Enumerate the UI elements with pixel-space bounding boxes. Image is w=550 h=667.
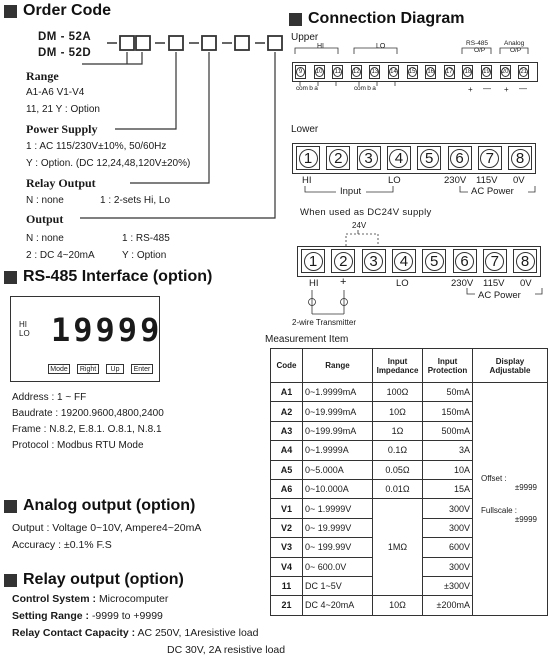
cell-code: A1 [271, 383, 303, 402]
power-line1: 1 : AC 115/230V±10%, 50/60Hz [26, 141, 167, 152]
v0-label: 0V [513, 175, 525, 186]
meter-display-panel [10, 296, 163, 382]
header-protection: Input Protection [423, 349, 473, 383]
fullscale-value: ±9999 [514, 514, 537, 524]
relay-capacity-2: DC 30V, 2A resistive load [167, 644, 286, 656]
cell-protection: 15A [423, 479, 473, 498]
cell-range: DC 4~20mA [303, 596, 373, 615]
rs485-baudrate: Baudrate : 19200.9600,4800,2400 [12, 408, 164, 419]
hi-lo-indicator: HI LO [19, 320, 30, 338]
terminal-number: 3 [364, 252, 383, 271]
terminal-number: 7 [480, 149, 499, 168]
upper-terminal-15 [407, 65, 418, 79]
dc24-v230: 230V [451, 278, 474, 289]
upper-terminal-number: 12 [352, 69, 360, 75]
header-code: Code [271, 349, 303, 383]
dc24-lo: LO [396, 278, 409, 289]
cell-code: V1 [271, 499, 303, 518]
cell-protection: 300V [423, 518, 473, 537]
upper-terminal-number: 9 [296, 67, 305, 77]
up-button[interactable]: Up [106, 364, 124, 374]
relay-label: Relay Output [26, 176, 96, 190]
upper-terminal-9 [295, 65, 306, 79]
right-button[interactable]: Right [77, 364, 99, 374]
relay-line1-a: N : none [26, 195, 64, 206]
upper-label: Upper [291, 32, 319, 43]
input-label: Input [340, 186, 362, 197]
header-impedance: Input Impedance [373, 349, 423, 383]
cell-code: A6 [271, 479, 303, 498]
measurement-table [270, 348, 548, 616]
upper-hi-label: HI [317, 43, 324, 50]
upper-terminal-number: 19 [483, 69, 490, 75]
power-label: Power Supply [26, 122, 98, 136]
upper-terminal-19 [481, 65, 492, 79]
dc24-note: When used as DC24V supply [300, 207, 432, 218]
cell-code: A5 [271, 460, 303, 479]
rs485-frame: Frame : N.8.2, E.8.1. O.8.1, N.8.1 [12, 424, 162, 435]
relay-title: Relay output (option) [4, 571, 184, 589]
meter-display-value: 19999 [51, 311, 163, 349]
cell-code: V3 [271, 538, 303, 557]
cell-range: 0~ 19.999V [303, 518, 373, 537]
measurement-title: Measurement Item [265, 334, 349, 345]
terminal-number: 7 [485, 252, 504, 271]
cell-range: 0~1.9999A [303, 441, 373, 460]
cell-range: DC 1~5V [303, 576, 373, 595]
power-line2: Y : Option. (DC 12,24,48,120V±20%) [26, 158, 191, 169]
output-line1-b: 1 : RS-485 [122, 233, 170, 244]
cell-code: V2 [271, 518, 303, 537]
dc24-terminal-strip [297, 246, 541, 277]
cell-impedance: 0.01Ω [373, 479, 423, 498]
analog-title: Analog output (option) [4, 497, 195, 515]
relay-control: Control System : Microcomputer [12, 593, 169, 605]
upper-terminal-18 [462, 65, 473, 79]
rs485-address: Address : 1 ~ FF [12, 392, 87, 403]
cell-display-adjustable [473, 383, 548, 616]
upper-terminal-number: 20 [501, 69, 509, 75]
upper-terminal-number: 14 [390, 69, 397, 75]
cell-range: 0~19.999mA [303, 402, 373, 421]
terminal-number: 1 [299, 149, 318, 168]
upper-terminal-10 [314, 65, 325, 79]
range-line1: A1-A6 V1-V4 [26, 87, 85, 98]
lower-hi: HI [302, 175, 312, 186]
terminal-number: 6 [455, 252, 474, 271]
table-row [271, 383, 548, 402]
header-range: Range [303, 349, 373, 383]
output-label: Output [26, 212, 64, 226]
cell-protection: 500mA [423, 421, 473, 440]
upper-terminal-number: 16 [427, 69, 435, 75]
relay-setting: Setting Range : -9999 to +9999 [12, 610, 163, 622]
upper-terminal-number: 13 [371, 69, 379, 75]
cell-range: 0~ 1.9999V [303, 499, 373, 518]
model-a: DM - 52A [38, 31, 92, 43]
relay-capacity: Relay Contact Capacity : AC 250V, 1Aresistive load [12, 627, 259, 639]
cell-impedance: 1Ω [373, 421, 423, 440]
rs485-op-label: O/P [474, 47, 486, 54]
square-bullet-icon [289, 13, 302, 26]
dc24-ac-power: AC Power [478, 290, 521, 301]
upper-lo-label: LO [376, 43, 386, 50]
terminal-number: 4 [394, 252, 413, 271]
range-label: Range [26, 69, 59, 83]
upper-pin-lines [290, 80, 550, 100]
cell-protection: 150mA [423, 402, 473, 421]
cell-impedance: 10Ω [373, 402, 423, 421]
v115-label: 115V [476, 175, 498, 186]
v24-label: 24V [352, 221, 367, 230]
offset-value: ±9999 [514, 482, 537, 492]
cell-impedance: 1MΩ [373, 499, 423, 596]
mode-button[interactable]: Mode [48, 364, 70, 374]
cell-code: V4 [271, 557, 303, 576]
cell-code: A2 [271, 402, 303, 421]
rs485-o-label: RS-485 [466, 40, 489, 47]
cell-range: 0~ 199.99V [303, 538, 373, 557]
rs485-plus: + [468, 85, 473, 94]
analog-op-label: O/P [510, 47, 522, 54]
upper-terminal-number: 21 [520, 69, 528, 75]
cell-protection: ±200mA [423, 596, 473, 615]
offset-label: Offset : [481, 473, 507, 483]
ac-power-label: AC Power [471, 186, 514, 197]
cell-range: 0~5.000A [303, 460, 373, 479]
cell-impedance: 0.05Ω [373, 460, 423, 479]
cell-protection: 50mA [423, 383, 473, 402]
cell-range: 0~1.9999mA [303, 383, 373, 402]
terminal-number: 1 [304, 252, 323, 271]
cell-code: 11 [271, 576, 303, 595]
upper-terminal-16 [425, 65, 436, 79]
upper-terminal-number: 10 [315, 69, 323, 75]
enter-button[interactable]: Enter [131, 364, 153, 374]
upper-terminal-number: 18 [464, 69, 472, 75]
cell-impedance: 10Ω [373, 596, 423, 615]
cell-protection: ±300V [423, 576, 473, 595]
upper-terminal-17 [444, 65, 455, 79]
upper-terminal-number: 11 [334, 69, 341, 75]
terminal-number: 2 [334, 252, 353, 271]
terminal-number: 8 [516, 252, 535, 271]
square-bullet-icon [4, 500, 17, 513]
analog-plus: + [504, 85, 509, 94]
measurement-header-row [271, 349, 548, 383]
terminal-number: 4 [389, 149, 408, 168]
square-bullet-icon [4, 574, 17, 587]
relay-line1-b: 1 : 2-sets Hi, Lo [100, 195, 171, 206]
square-bullet-icon [4, 271, 17, 284]
cell-impedance: 100Ω [373, 383, 423, 402]
v230-label: 230V [444, 175, 467, 186]
cell-range: 0~10.000A [303, 479, 373, 498]
upper-terminal-number: 17 [445, 69, 453, 75]
cell-protection: 3A [423, 441, 473, 460]
upper-terminal-21 [518, 65, 529, 79]
dc24-dashed-bracket [290, 228, 430, 248]
lower-bracket-lines [290, 172, 550, 202]
rs485-minus: — [483, 84, 491, 93]
rs485-protocol: Protocol : Modbus RTU Mode [12, 440, 144, 451]
cell-code: 21 [271, 596, 303, 615]
output-line2-a: 2 : DC 4~20mA [26, 250, 95, 261]
terminal-number: 2 [329, 149, 348, 168]
transmitter-label: 2-wire Transmitter [292, 318, 357, 327]
upper-terminal-20 [500, 65, 511, 79]
terminal-number: 5 [420, 149, 439, 168]
terminal-number: 6 [450, 149, 469, 168]
upper-terminal-number: 15 [408, 69, 416, 75]
lower-lo: LO [388, 175, 401, 186]
dc24-plus: + [340, 276, 347, 288]
fullscale-label: Fullscale : [481, 505, 518, 515]
dc24-hi: HI [309, 278, 319, 289]
lo-pins: com b a [354, 85, 376, 92]
cell-protection: 10A [423, 460, 473, 479]
analog-line2: Accuracy : ±0.1% F.S [12, 539, 112, 551]
cell-protection: 300V [423, 557, 473, 576]
cell-impedance: 0.1Ω [373, 441, 423, 460]
connection-title: Connection Diagram [289, 10, 464, 28]
lower-terminal-strip [292, 143, 536, 174]
cell-protection: 300V [423, 499, 473, 518]
upper-terminal-14 [388, 65, 399, 79]
cell-code: A3 [271, 421, 303, 440]
analog-o-label: Analog [504, 40, 525, 47]
upper-terminal-13 [369, 65, 380, 79]
upper-terminal-11 [332, 65, 343, 79]
upper-terminal-12 [351, 65, 362, 79]
cell-range: 0~ 600.0V [303, 557, 373, 576]
dc24-v0: 0V [520, 278, 532, 289]
cell-code: A4 [271, 441, 303, 460]
output-line2-b: Y : Option [122, 250, 167, 261]
lower-label: Lower [291, 124, 319, 135]
order-code-title: Order Code [4, 2, 111, 20]
hi-pins: com b a [296, 85, 318, 92]
cell-range: 0~199.99mA [303, 421, 373, 440]
terminal-number: 5 [425, 252, 444, 271]
analog-minus: — [519, 84, 527, 93]
dc24-v115: 115V [483, 278, 505, 289]
cell-protection: 600V [423, 538, 473, 557]
terminal-number: 8 [511, 149, 530, 168]
rs485-title: RS-485 Interface (option) [4, 268, 212, 286]
analog-line1: Output : Voltage 0~10V, Ampere4~20mA [12, 522, 202, 534]
model-d: DM - 52D [38, 47, 92, 59]
output-line1-a: N : none [26, 233, 64, 244]
range-line2: 11, 21 Y : Option [26, 104, 100, 115]
header-display-adjustable: Display Adjustable [473, 349, 548, 383]
terminal-number: 3 [359, 149, 378, 168]
